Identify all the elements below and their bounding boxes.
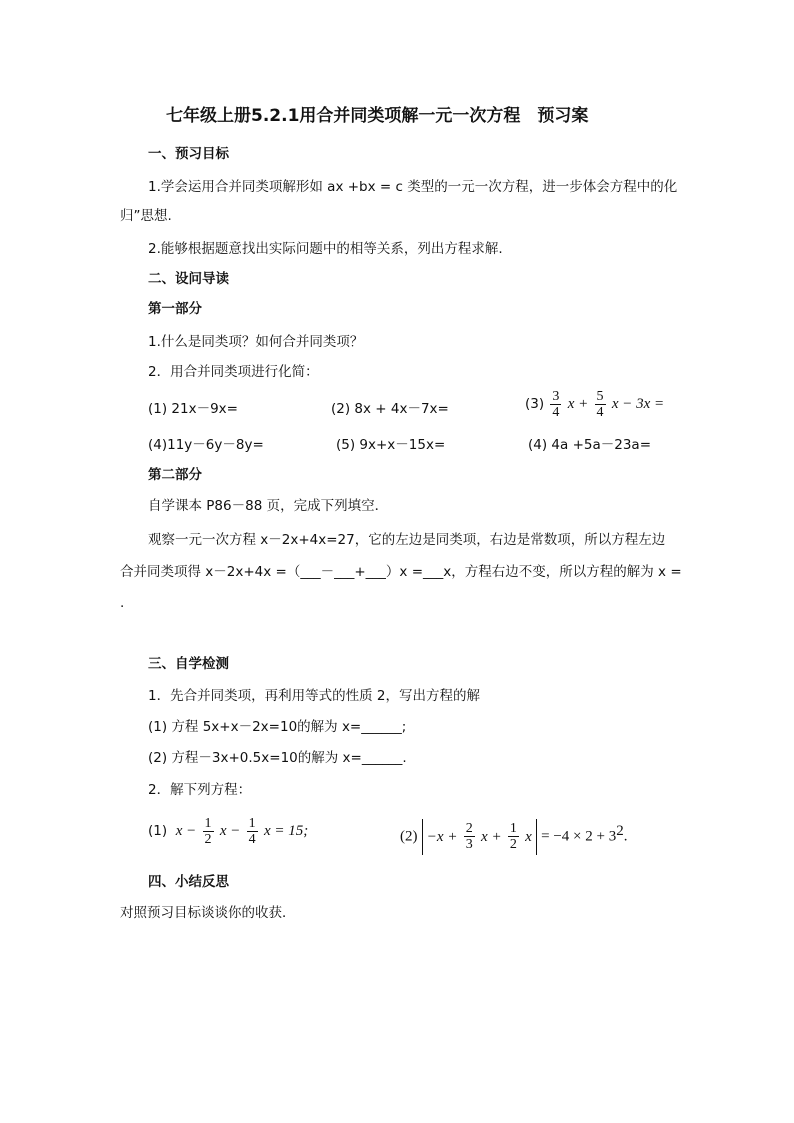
fraction-5-4: $\frac{5}{4}$ [596,388,604,420]
equation-1 [148,813,308,849]
expression-3-tail: x − 3x = [611,396,665,412]
section-heading-self-check: 三、自学检测 [148,656,229,672]
reflection-line: 对照预习目标谈谈你的收获． [120,905,296,921]
expression-1: (1) 21x－9x= [148,401,238,417]
check-question-1: 1．先合并同类项，再利用等式的性质 2，写出方程的解 [148,688,480,704]
section-heading-guided-reading: 二、设问导读 [148,271,229,287]
observation-line-3: . [120,595,125,611]
expression-4: (4)11y－6y－8y= [148,437,264,453]
equation-2-exponent: 2 [616,823,624,839]
expression-3-label: (3) [525,396,545,412]
equation-1-part-b: x − [219,823,241,839]
goal-1-line-2: 归”思想. [120,208,172,224]
equation-1-label: (1) [148,823,168,839]
fraction-2-3: $\frac{2}{3}$ [465,821,473,852]
goal-2: 2.能够根据题意找出实际问题中的相等关系，列出方程求解. [148,241,503,257]
equation-2-part-a: −x + [426,828,458,845]
fraction-3-4: $\frac{3}{4}$ [552,388,560,420]
expression-6: (4) 4a +5a－23a= [528,437,652,453]
fraction-1-2b: $\frac{1}{2}$ [509,821,517,852]
goal-1-line-1: 1.学会运用合并同类项解形如 ax +bx = c 类型的一元一次方程，进一步体会方程中的化 [148,179,678,195]
observation-line-2: 合并同类项得 x－2x+4x =（___－___+___）x =___x，方程右边不变，所以方程的解为 x = [120,564,682,580]
check-question-2: 2．解下列方程： [148,782,252,798]
equation-1-part-a: x − [175,823,197,839]
section-heading-goals: 一、预习目标 [148,146,229,162]
section-heading-reflection: 四、小结反思 [148,874,229,890]
fraction-1-2: $\frac{1}{2}$ [204,815,212,847]
equation-2-part-b: x + [481,828,502,845]
expression-2: (2) 8x + 4x－7x= [331,401,449,417]
fraction-1-4: $\frac{1}{4}$ [248,815,256,847]
expression-3 [525,388,664,420]
equation-2-end: . [623,828,628,845]
equation-2-part-c: x [525,828,532,845]
equation-2 [400,813,627,855]
expression-5: (5) 9x+x－15x= [336,437,446,453]
question-2: 2．用合并同类项进行化简： [148,364,319,380]
document-title: 七年级上册5.2.1用合并同类项解一元一次方程 预习案 [166,106,589,126]
equation-2-label: (2) [400,828,418,845]
question-1: 1.什么是同类项？如何合并同类项？ [148,334,364,350]
part-2-heading: 第二部分 [148,467,202,483]
part-1-heading: 第一部分 [148,301,202,317]
check-question-1b: (2) 方程－3x+0.5x=10的解为 x=______. [148,750,407,766]
observation-line-1: 观察一元一次方程 x－2x+4x=27，它的左边是同类项，右边是常数项，所以方程左边 [148,532,666,548]
absolute-value-group [422,819,537,855]
check-question-1a: (1) 方程 5x+x－2x=10的解为 x=______; [148,719,407,735]
equation-2-rhs: = −4 × 2 + 3 [541,828,617,845]
equation-1-part-c: x = 15; [263,823,309,839]
expression-3-mid: x + [567,396,589,412]
self-study-instruction: 自学课本 P86－88 页，完成下列填空． [148,498,389,514]
